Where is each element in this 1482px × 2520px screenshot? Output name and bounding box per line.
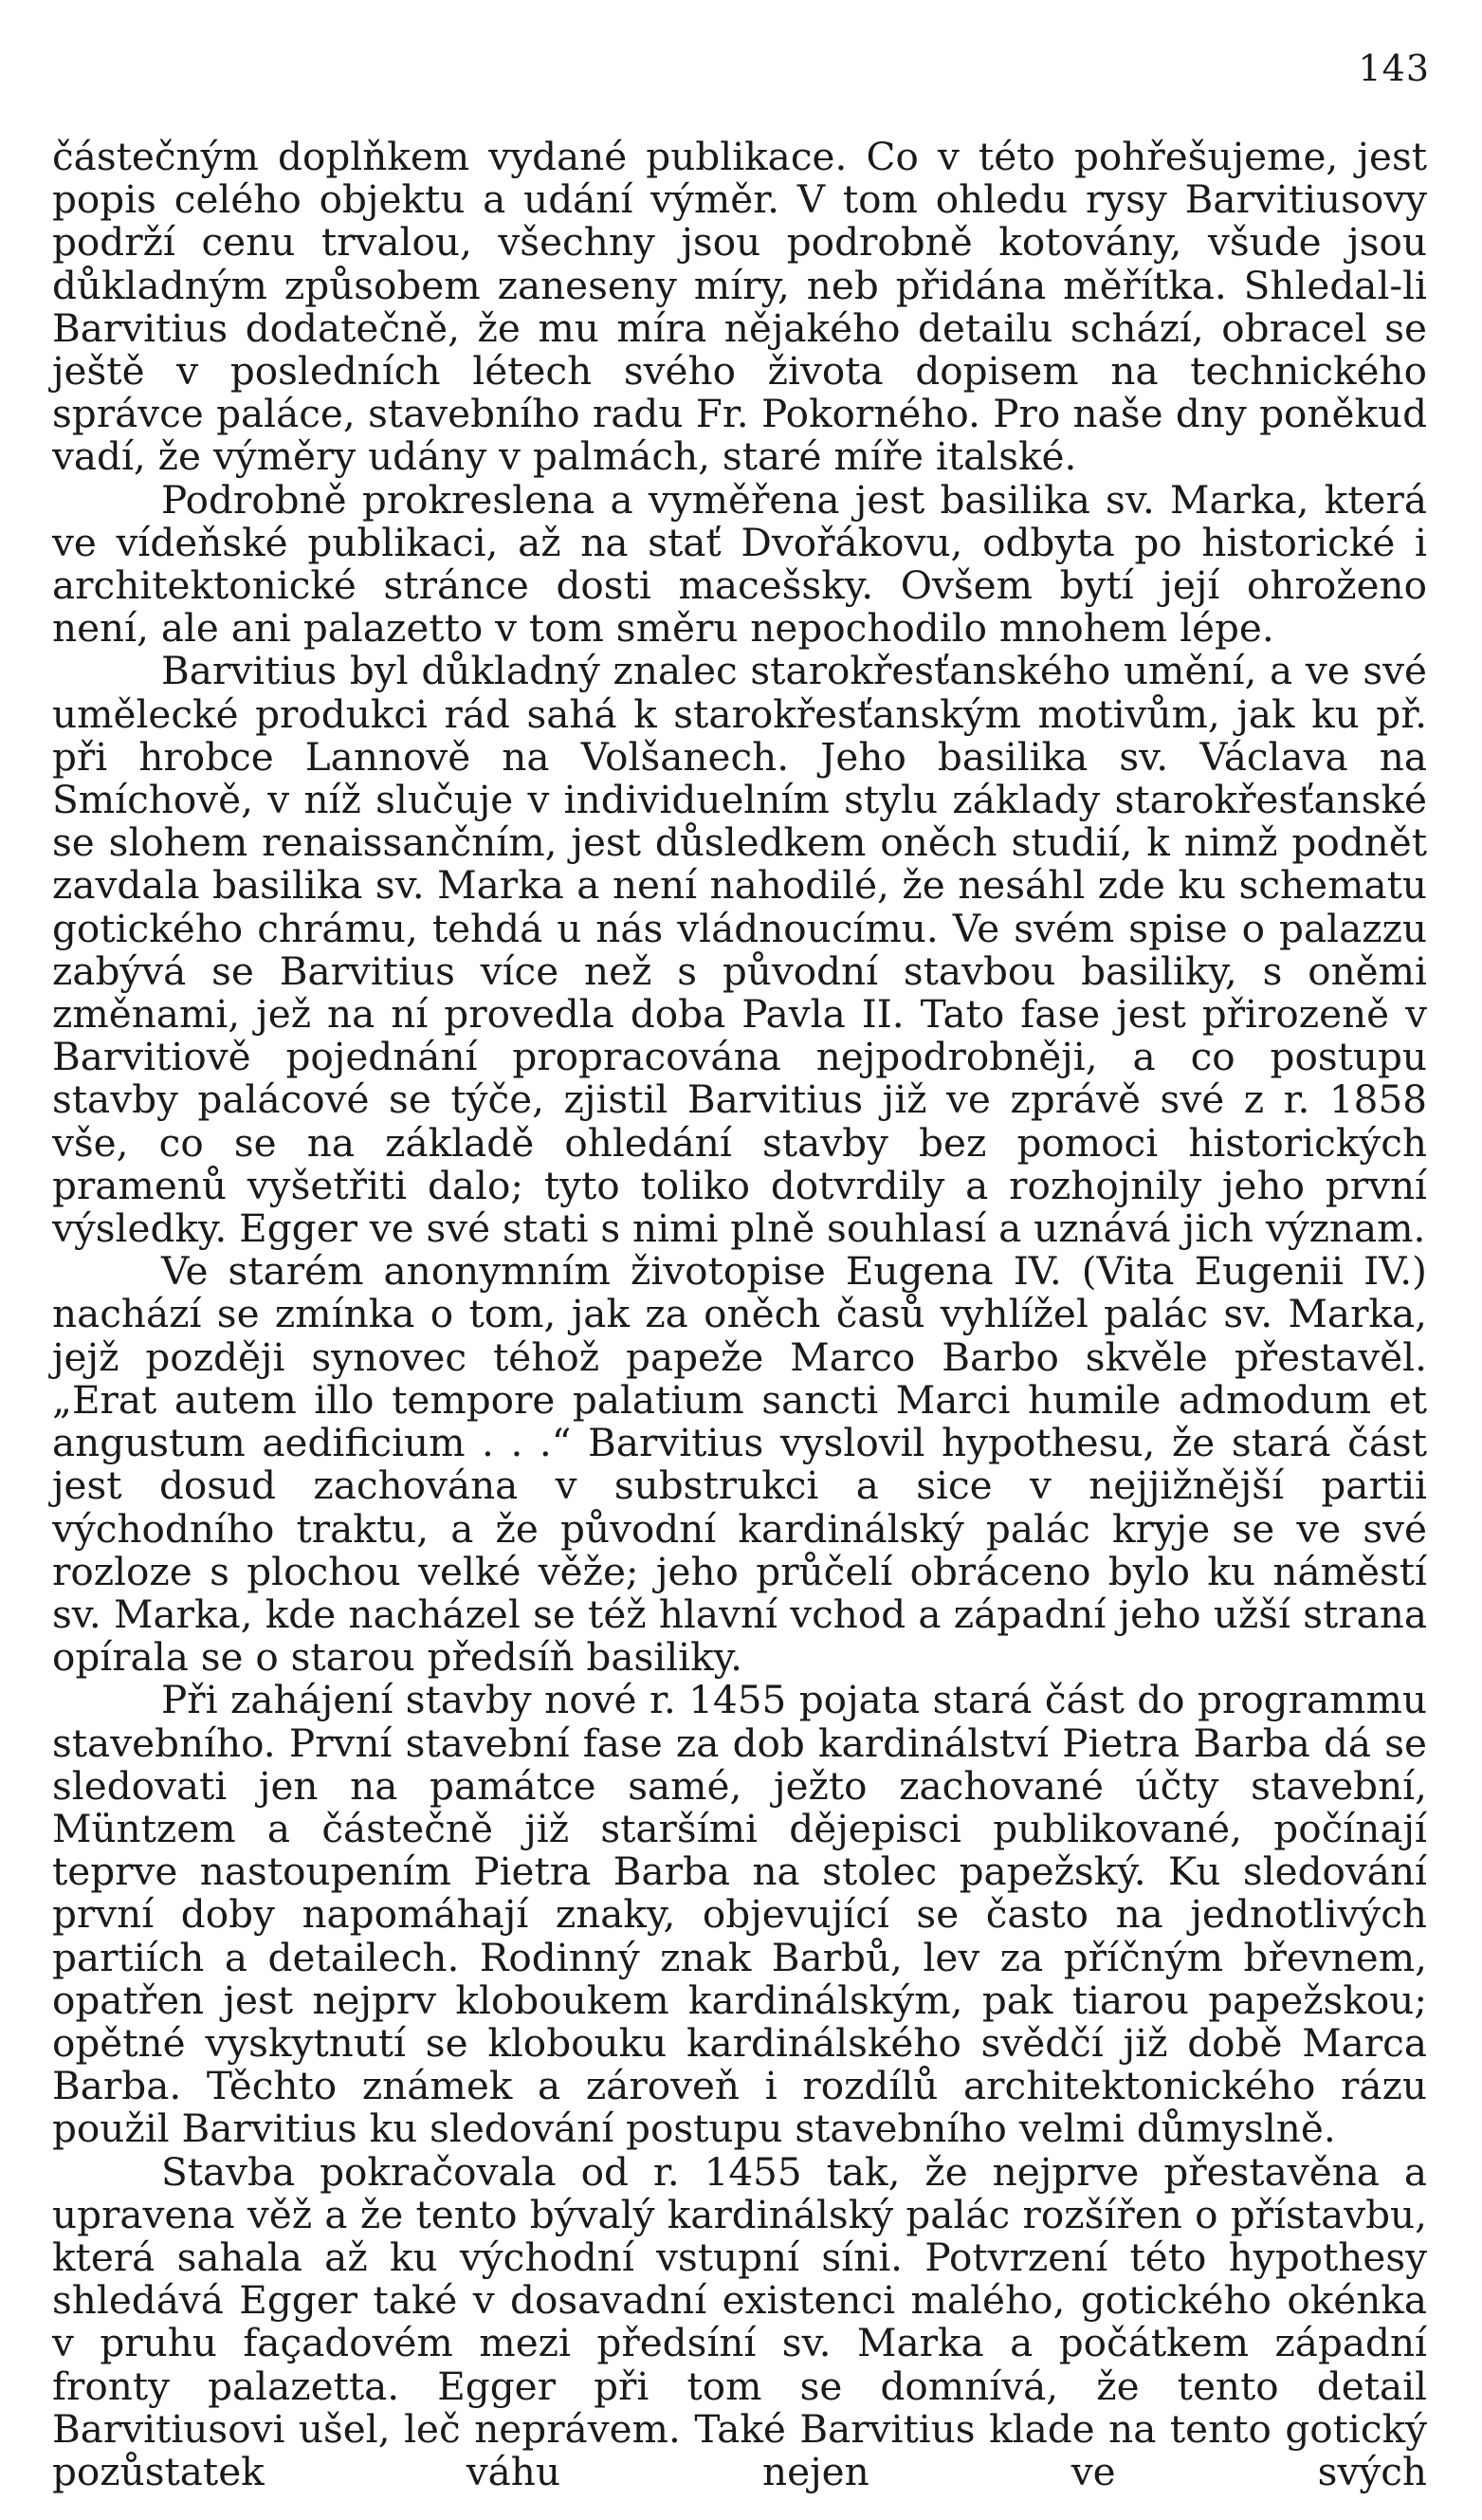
paragraph-1: částečným doplňkem vydané publikace. Co v této pohřešujeme, jest popis celého objektu a udání výměr. V tom ohledu rysy Barvitiusovy podrží cenu trvalou, všechny jsou podrobně kotovány, všude jsou důkladným způsobem zaneseny míry, neb přidána měřítka. Shledal-li Barvitius dodatečně, že mu míra nějakého detailu schází, obracel se ještě v posledních létech svého života dopisem na technického správce paláce, stavebního radu Fr. Pokorného. Pro naše dny poněkud vadí, že výměry udány v palmách, staré míře italské.	[52, 134, 1427, 480]
paragraph-2: Podrobně prokreslena a vyměřena jest basilika sv. Marka, která ve vídeňské publikaci, až na stať Dvořákovu, odbyta po historické i architektonické stránce dosti macešsky. Ovšem bytí její ohroženo není, ale ani palazetto v tom směru nepochodilo mnohem lépe.	[52, 476, 1427, 652]
body-text	[52, 136, 1427, 2493]
page-number: 143	[1358, 47, 1430, 89]
paragraph-4: Ve starém anonymním životopise Eugena IV. (Vita Eugenii IV.) nachází se zmínka o tom, jak za oněch časů vyhlížel palác sv. Marka, jejž později synovec téhož papeže Marco Barbo skvěle přestavěl. „Erat autem illo tempore palatium sancti Marci humile admodum et angustum aedificium . . .“ Barvitius vyslovil hypothesu, že stará část jest dosud zachována v substrukci a sice v nejjižnější partii východního traktu, a že původní kardinálský palác kryje se ve své rozloze s plochou velké věže; jeho průčelí obráceno bylo ku náměstí sv. Marka, kde nacházel se též hlavní vchod a západní jeho užší strana opírala se o starou předsíň basiliky.	[52, 1248, 1427, 1681]
paragraph-5: Při zahájení stavby nové r. 1455 pojata stará část do programmu stavebního. První stavební fase za dob kardinálství Pietra Barba dá se sledovati jen na památce samé, ježto zachované účty stavební, Müntzem a částečně již staršími dějepisci publikované, počínají teprve nastoupením Pietra Barba na stolec papežský. Ku sledování první doby napomáhají znaky, objevující se často na jednotlivých partiích a detailech. Rodinný znak Barbů, lev za příčným břevnem, opatřen jest nejprv kloboukem kardinálským, pak tiarou papežskou; opětné vyskytnutí se klobouku kardinálského svědčí již době Marca Barba. Těchto známek a zároveň i rozdílů architektonického rázu použil Barvitius ku sledování postupu stavebního velmi důmyslně.	[52, 1677, 1427, 2152]
paragraph-6: Stavba pokračovala od r. 1455 tak, že nejprve přestavěna a upravena věž a že tento bývalý kardinálský palác rozšířen o přístavbu, která sahala až ku východní vstupní síni. Potvrzení této hypothesy shledává Egger také v dosavadní existenci malého, gotického okénka v pruhu façadovém mezi předsíní sv. Marka a počátkem západní fronty palazetta. Egger při tom se domnívá, že tento detail Barvitiusovi ušel, leč neprávem. Také Barvitius klade na tento gotický pozůstatek váhu nejen ve svých	[52, 2148, 1427, 2494]
paragraph-3: Barvitius byl důkladný znalec starokřesťanského umění, a ve své umělecké produkci rád sahá k starokřesťanským motivům, jak ku př. při hrobce Lannově na Volšanech. Jeho basilika sv. Václava na Smíchově, v níž slučuje v individuelním stylu základy starokřesťanské se slohem renaissančním, jest důsledkem oněch studií, k nimž podnět zavdala basilika sv. Marka a není nahodilé, že nesáhl zde ku schematu gotického chrámu, tehdá u nás vládnoucímu. Ve svém spise o palazzu zabývá se Barvitius více než s původní stavbou basiliky, s oněmi změnami, jež na ní provedla doba Pavla II. Tato fase jest přirozeně v Barvitiově pojednání propracována nejpodrobněji, a co postupu stavby palácové se týče, zjistil Barvitius již ve zprávě své z r. 1858 vše, co se na základě ohledání stavby bez pomoci historických pramenů vyšetřiti dalo; tyto toliko dotvrdily a rozhojnily jeho první výsledky. Egger ve své stati s nimi plně souhlasí a uznává jich význam.	[52, 648, 1427, 1252]
